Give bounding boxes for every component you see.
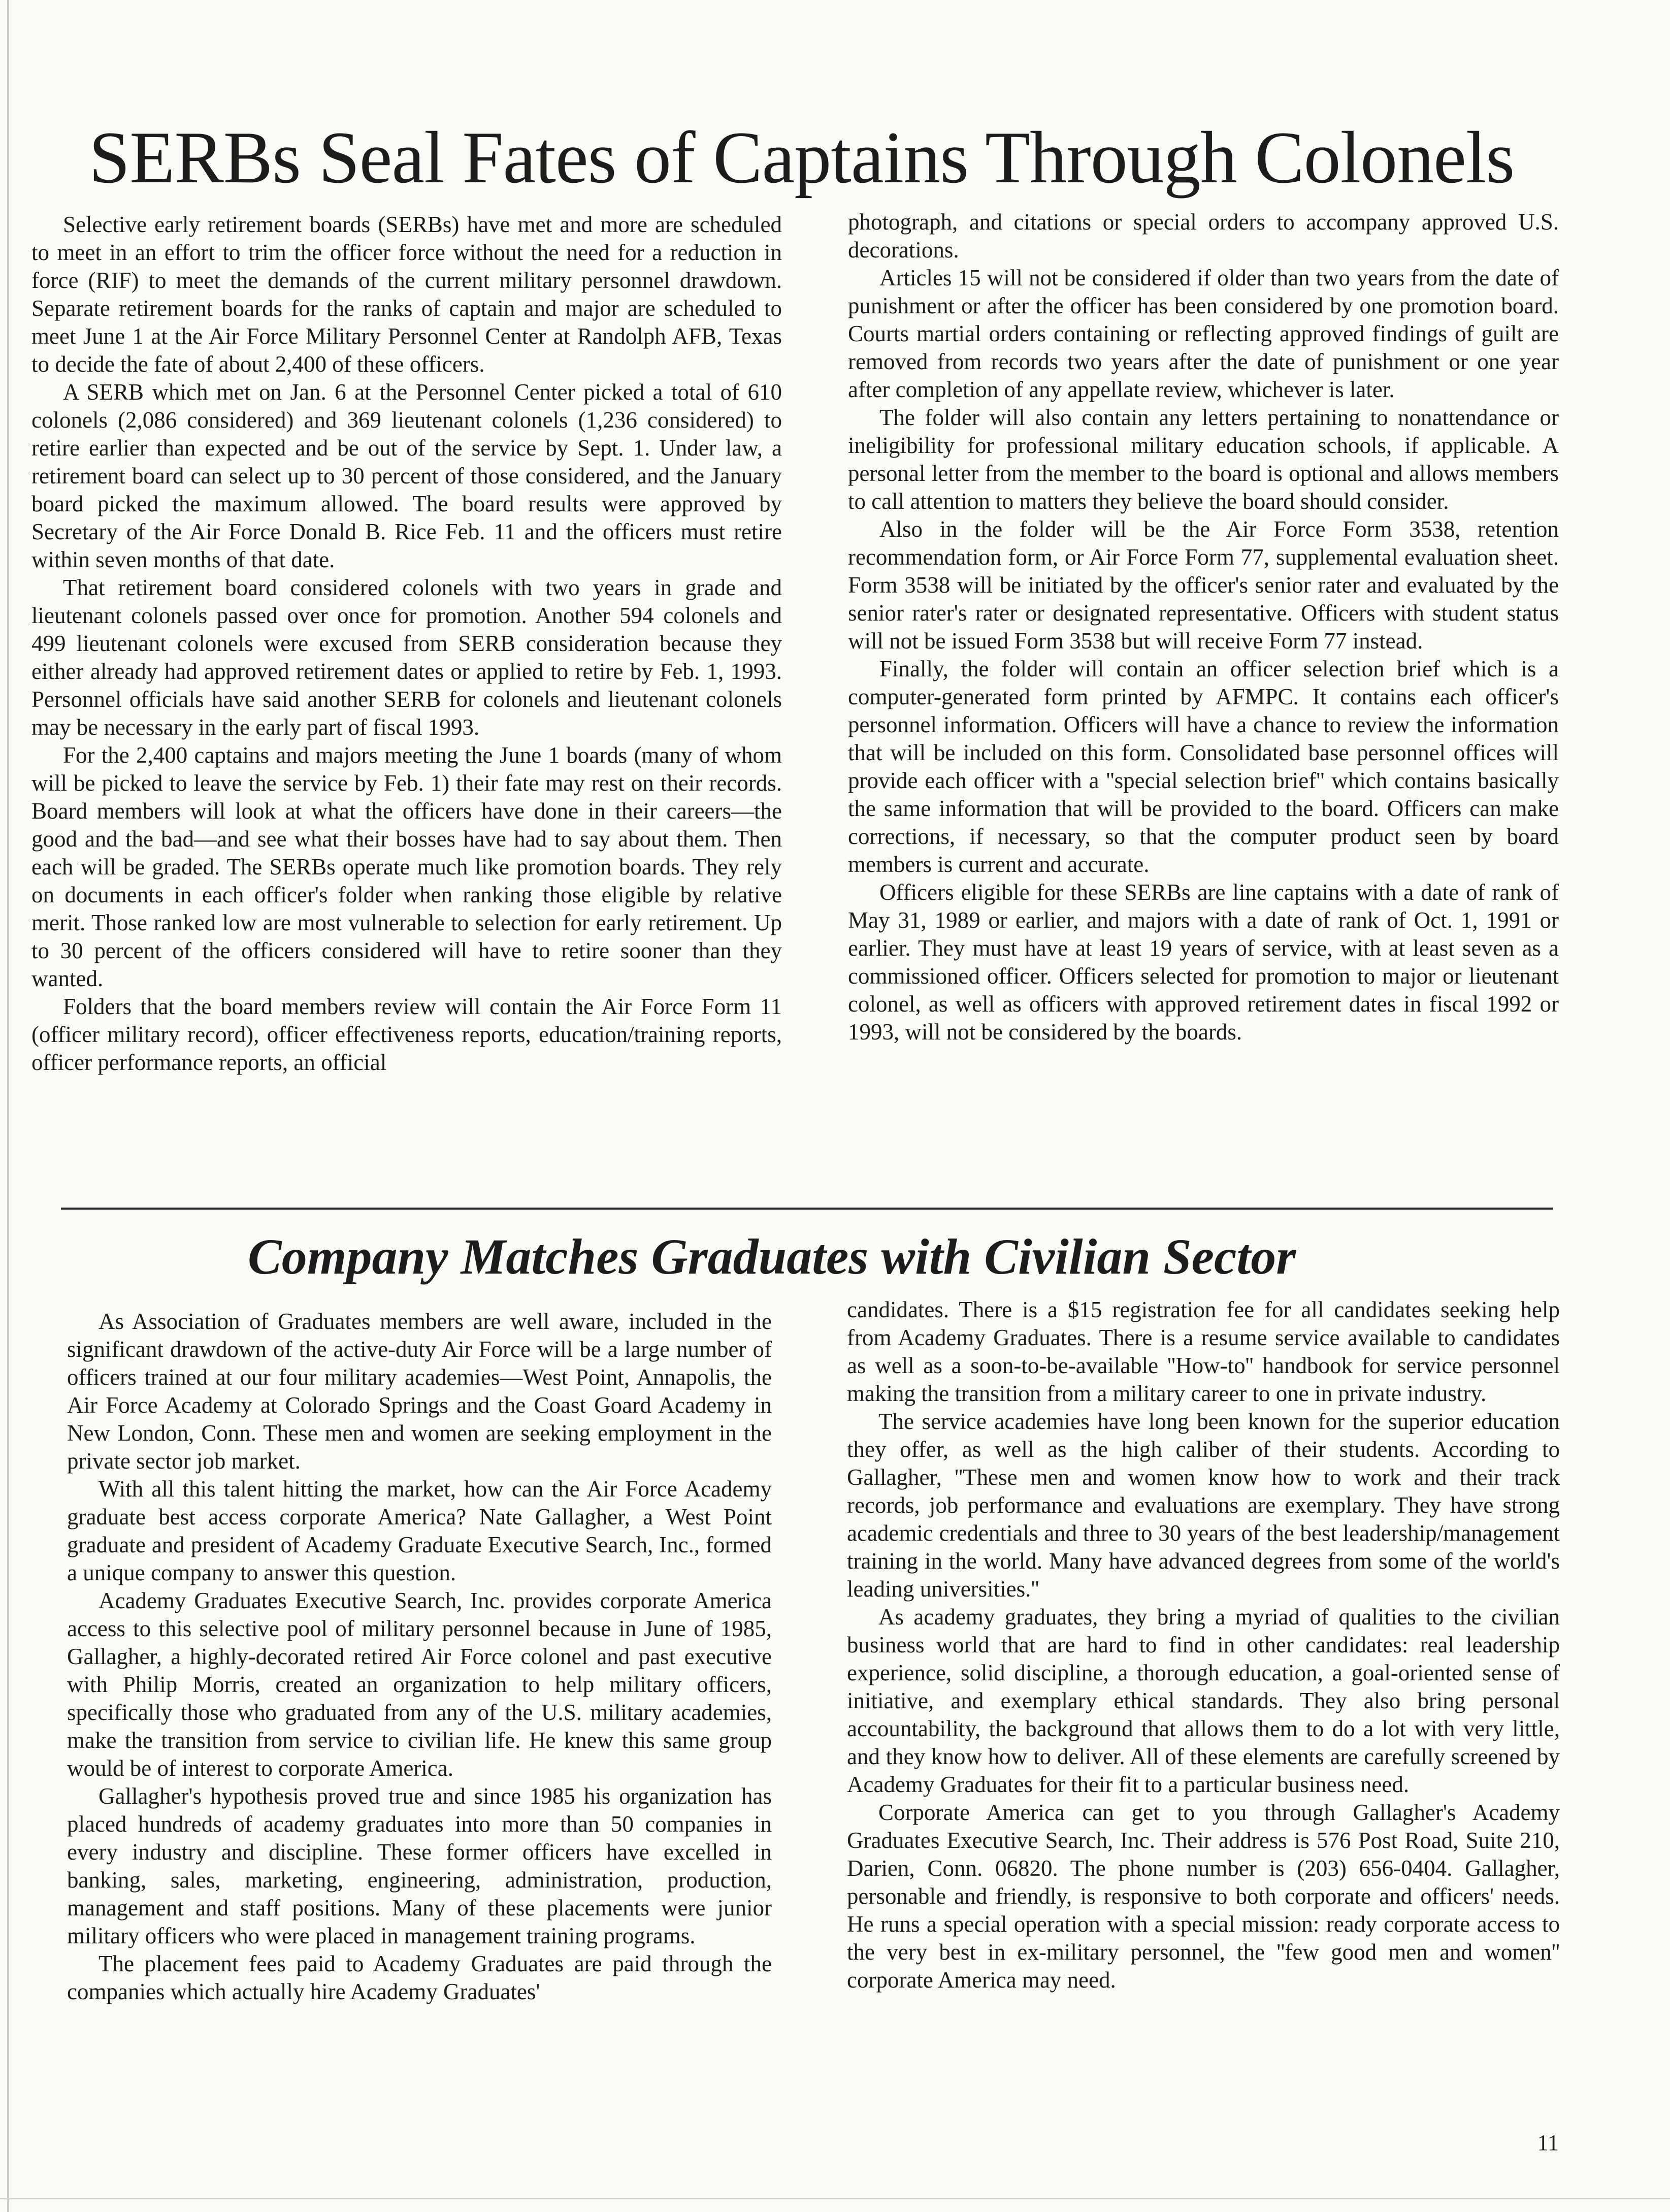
page-edge (7, 0, 9, 2212)
paragraph: The service academies have long been known for the superior education they offer, as well as the high caliber of their students. According to Gallagher, ''These men and women know how to work and their track records, job performance and evaluations are exemplary. They have strong academic credentials and three to 30 years of the best leadership/management training in the world. Many have advanced degrees from some of the world's leading universities.'' (847, 1409, 1560, 1602)
paragraph: For the 2,400 captains and majors meeting the June 1 boards (many of whom will be picked to leave the service by Feb. 1) their fate may rest on their records. Board members will look at what the officers have done in their careers—the good and the bad—and see what their bosses have had to say about them. Then each will be graded. The SERBs operate much like promotion boards. They rely on documents in each officer's folder when ranking those eligible by relative merit. Those ranked low are most vulnerable to selection for early retirement. Up to 30 percent of the officers considered will have to retire sooner than they wanted. (31, 742, 782, 991)
article-title-serbs: SERBs Seal Fates of Captains Through Colonels (89, 116, 1515, 199)
paragraph: Also in the folder will be the Air Force Form 3538, retention recommendation form, or Air Force Form 77, supplemental evaluation sheet. Form 3538 will be initiated by the officer's senior rater and evaluated by the senior rater's rater or designated representative. Officers with student status will not be issued Form 3538 but will receive Form 77 instead. (848, 516, 1559, 654)
paragraph: Gallagher's hypothesis proved true and since 1985 his organization has placed hundreds of academy graduates into more than 50 companies in every industry and discipline. These former officers have excelled in banking, sales, marketing, engineering, administration, production, management and staff positions. Many of these placements were junior military officers who were placed in management training programs. (67, 1783, 772, 1948)
article2-right-column (847, 1296, 1560, 1994)
paragraph: Folders that the board members review will contain the Air Force Form 11 (officer military record), officer effectiveness reports, education/training reports, officer performance reports, an official (31, 994, 782, 1075)
paragraph: A SERB which met on Jan. 6 at the Personnel Center picked a total of 610 colonels (2,086 considered) and 369 lieutenant colonels (1,236 considered) to retire earlier than expected and be out of the service by Sept. 1. Under law, a retirement board can select up to 30 percent of those considered, and the January board picked the maximum allowed. The board results were approved by Secretary of the Air Force Donald B. Rice Feb. 11 and the officers must retire within seven months of that date. (31, 379, 782, 572)
paragraph: With all this talent hitting the market, how can the Air Force Academy graduate best access corporate America? Nate Gallagher, a West Point graduate and president of Academy Graduate Executive Search, Inc., formed a unique company to answer this question. (67, 1476, 772, 1585)
paragraph: The folder will also contain any letters pertaining to nonattendance or ineligibility for professional military education schools, if applicable. A personal letter from the member to the board is optional and allows members to call attention to matters they believe the board should consider. (848, 405, 1559, 514)
paragraph-continuation: photograph, and citations or special orders to accompany approved U.S. decorations. (848, 209, 1559, 263)
paragraph: Articles 15 will not be considered if older than two years from the date of punishment or after the officer has been considered by one promotion board. Courts martial orders containing or reflecting approved findings of guilt are removed from records two years after the date of punishment or one year after completion of any appellate review, whichever is later. (848, 265, 1559, 402)
article1-right-column (848, 208, 1559, 1046)
paragraph: Officers eligible for these SERBs are line captains with a date of rank of May 31, 1989 or earlier, and majors with a date of rank of Oct. 1, 1991 or earlier. They must have at least 19 years of service, with at least seven as a commissioned officer. Officers selected for promotion to major or lieutenant colonel, as well as officers with approved retirement dates in fiscal 1992 or 1993, will not be considered by the boards. (848, 880, 1559, 1045)
paragraph: Corporate America can get to you through Gallagher's Academy Graduates Executive Search, Inc. Their address is 576 Post Road, Suite 210, Darien, Conn. 06820. The phone number is (203) 656-0404. Gallagher, personable and friendly, is responsive to both corporate and officers' needs. He runs a special operation with a special mission: ready corporate access to the very best in ex-military personnel, the ''few good men and women'' corporate America may need. (847, 1800, 1560, 1993)
paragraph: That retirement board considered colonels with two years in grade and lieutenant colonels passed over once for promotion. Another 594 colonels and 499 lieutenant colonels were excused from SERB consideration because they either already had approved retirement dates or applied to retire by Feb. 1, 1993. Personnel officials have said another SERB for colonels and lieutenant colonels may be necessary in the early part of fiscal 1993. (31, 575, 782, 740)
article2-left-column (67, 1308, 772, 2006)
paragraph: The placement fees paid to Academy Graduates are paid through the companies which actually hire Academy Graduates' (67, 1951, 772, 2004)
article1-left-column (31, 211, 782, 1077)
paragraph: As Association of Graduates members are well aware, included in the significant drawdown of the active-duty Air Force will be a large number of officers trained at our four military academies—West Point, Annapolis, the Air Force Academy at Colorado Springs and the Coast Goard Academy in New London, Conn. These men and women are seeking employment in the private sector job market. (67, 1309, 772, 1474)
paragraph: Finally, the folder will contain an officer selection brief which is a computer-generated form printed by AFMPC. It contains each officer's personnel information. Officers will have a chance to review the information that will be included on this form. Consolidated base personnel offices will provide each officer with a ''special selection brief'' which contains basically the same information that will be provided to the board. Officers can make corrections, if necessary, so that the computer product seen by board members is current and accurate. (848, 656, 1559, 877)
paragraph-continuation: candidates. There is a $15 registration fee for all candidates seeking help from Academy Graduates. There is a resume service available to candidates as well as a soon-to-be-available ''How-to'' handbook for service personnel making the transition from a military career to one in private industry. (847, 1297, 1560, 1406)
paragraph: As academy graduates, they bring a myriad of qualities to the civilian business world that are hard to find in other candidates: real leadership experience, solid discipline, a thorough education, a goal-oriented sense of initiative, and exemplary ethical standards. They also bring personal accountability, the background that allows them to do a lot with very little, and they know how to deliver. All of these elements are carefully screened by Academy Graduates for their fit to a particular business need. (847, 1604, 1560, 1797)
paragraph: Academy Graduates Executive Search, Inc. provides corporate America access to this selective pool of military personnel because in June of 1985, Gallagher, a highly-decorated retired Air Force colonel and past executive with Philip Morris, created an organization to help military officers, specifically those who graduated from any of the U.S. military academies, make the transition from service to civilian life. He knew this same group would be of interest to corporate America. (67, 1588, 772, 1781)
section-divider (61, 1208, 1553, 1210)
article-title-company: Company Matches Graduates with Civilian Sector (248, 1228, 1296, 1285)
page-edge-bottom (0, 2198, 1670, 2199)
paragraph: Selective early retirement boards (SERBs) have met and more are scheduled to meet in an effort to trim the officer force without the need for a reduction in force (RIF) to meet the demands of the current military personnel drawdown. Separate retirement boards for the ranks of captain and major are scheduled to meet June 1 at the Air Force Military Personnel Center at Randolph AFB, Texas to decide the fate of about 2,400 of these officers. (31, 212, 782, 377)
page-number: 11 (1537, 2130, 1559, 2155)
